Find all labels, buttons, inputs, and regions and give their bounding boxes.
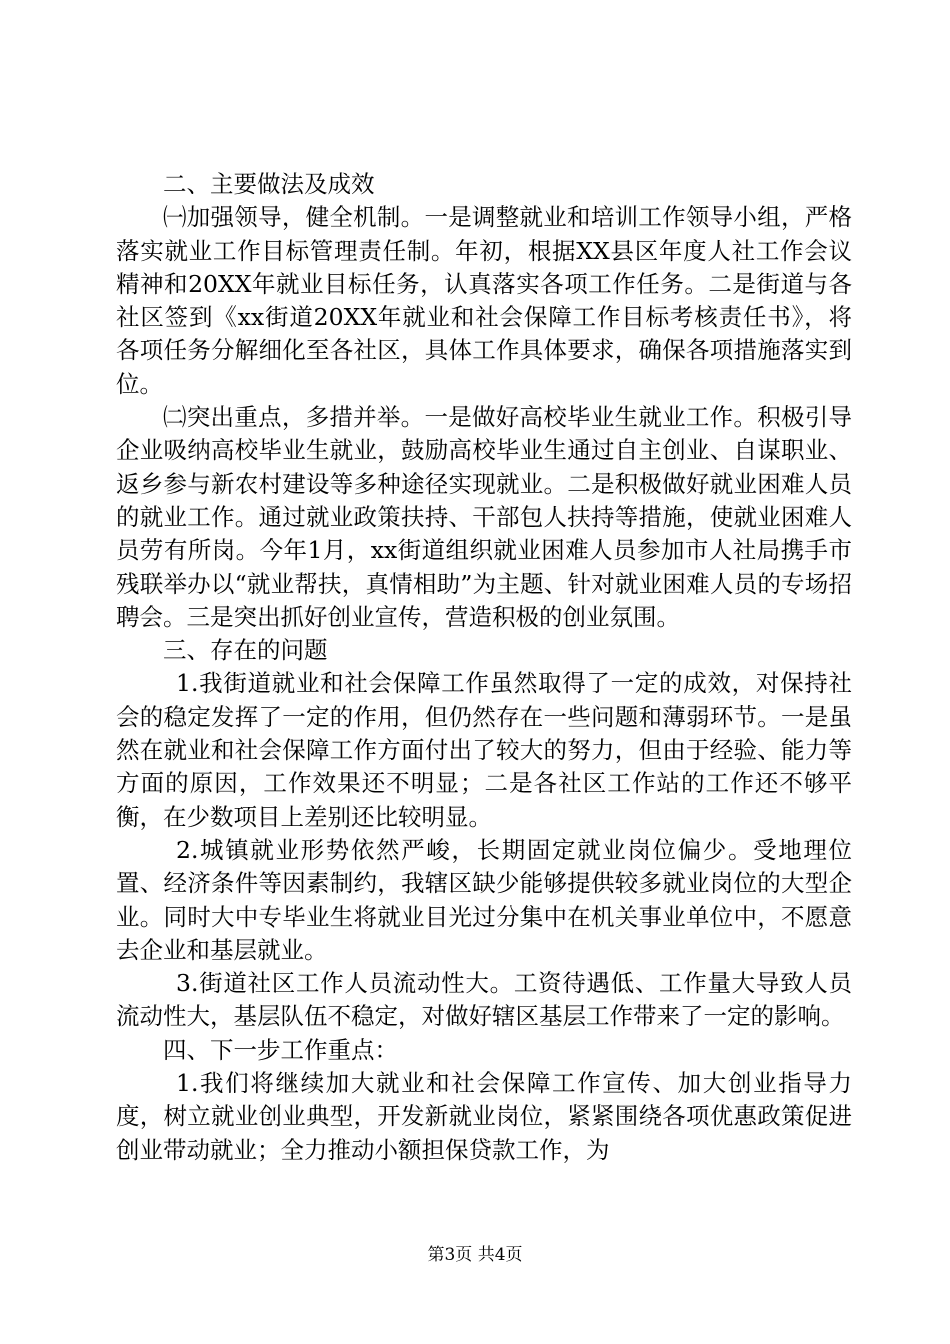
page-number-footer: 第3页 共4页 [427,1245,523,1265]
paragraph-problem-1: 1.我街道就业和社会保障工作虽然取得了一定的成效，对保持社会的稳定发挥了一定的作用，但仍然存在一些问题和薄弱环节。一是虽然在就业和社会保障工作方面付出了较大的努力，但由于经验、能力等方面的原因，工作效果还不明显；二是各社区工作站的工作还不够平衡，在少数项目上差别还比较明显。 [116,669,852,831]
paragraph-problem-3: 3.街道社区工作人员流动性大。工资待遇低、工作量大导致人员流动性大，基层队伍不稳定，对做好辖区基层工作带来了一定的影响。 [116,969,852,1031]
section-heading-existing-problems: 三、存在的问题 [163,636,328,665]
paragraph-next-step-1: 1.我们将继续加大就业和社会保障工作宣传、加大创业指导力度，树立就业创业典型，开发新就业岗位，紧紧围绕各项优惠政策促进创业带动就业；全力推动小额担保贷款工作，为 [116,1069,852,1164]
document-body [116,168,852,1167]
section-heading-main-practices: 二、主要做法及成效 [163,170,375,198]
paragraph-strengthen-leadership: ㈠加强领导，健全机制。一是调整就业和培训工作领导小组，严格落实就业工作目标管理责任制。年初，根据XX县区年度人社工作会议精神和20XX年就业目标任务，认真落实各项工作任务。二是街道与各社区签到《xx街道20XX年就业和社会保障工作目标考核责任书》，将各项任务分解细化至各社区，具体工作具体要求，确保各项措施落实到位。 [116,203,852,398]
paragraph-problem-2: 2.城镇就业形势依然严峻，长期固定就业岗位偏少。受地理位置、经济条件等因素制约，我辖区缺少能够提供较多就业岗位的大型企业。同时大中专毕业生将就业目光过分集中在机关事业单位中，不愿意去企业和基层就业。 [116,835,852,964]
section-heading-next-steps: 四、下一步工作重点： [163,1035,398,1064]
paragraph-highlight-priorities: ㈡突出重点，多措并举。一是做好高校毕业生就业工作。积极引导企业吸纳高校毕业生就业，鼓励高校毕业生通过自主创业、自谋职业、返乡参与新农村建设等多种途径实现就业。二是积极做好就业困难人员的就业工作。通过就业政策扶持、干部包人扶持等措施，使就业困难人员劳有所岗。今年1月，xx街道组织就业困难人员参加市人社局携手市残联举办以“就业帮扶，真情相助”为主题、针对就业困难人员的专场招聘会。三是突出抓好创业宣传，营造积极的创业氛围。 [116,403,852,631]
